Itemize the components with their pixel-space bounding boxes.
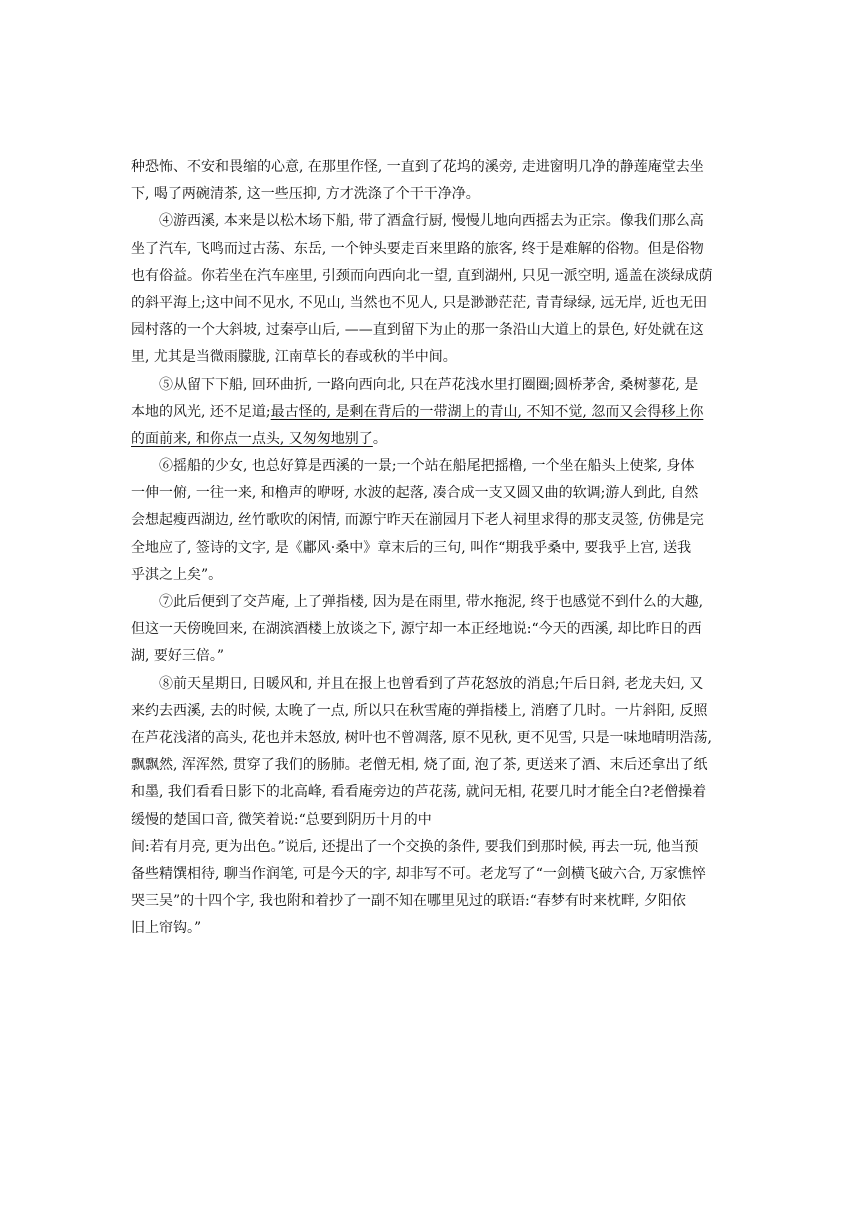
text-line: 在芦花浅渚的高头, 花也并未怒放, 树叶也不曾凋落, 原不见秋, 更不见雪, 只是一味地晴明浩荡, <box>131 729 712 746</box>
text-line: 坐了汽车, 飞鸣而过古荡、东岳, 一个钟头要走百来里路的旅客, 终于是难解的俗物。但是俗物 <box>131 240 704 257</box>
text-line: ⑥摇船的少女, 也总好算是西溪的一景;一个站在船尾把摇橹, 一个坐在船头上使桨, 身体 <box>159 458 695 475</box>
text-line <box>131 426 739 453</box>
text-line: 的斜平海上;这中间不见水, 不见山, 当然也不见人, 只是渺渺茫茫, 青青绿绿, 远无岸, 近也无田 <box>131 294 708 311</box>
text-line: 一伸一俯, 一往一来, 和橹声的咿呀, 水波的起落, 凑合成一支又圆又曲的软调;游人到此, 自然 <box>131 485 699 502</box>
plain-text: 。 <box>372 430 387 447</box>
text-line: ⑧前天星期日, 日暖风和, 并且在报上也曾看到了芦花怒放的消息;午后日斜, 老龙夫妇, 又 <box>159 675 704 692</box>
text-line: 种恐怖、不安和畏缩的心意, 在那里作怪, 一直到了花坞的溪旁, 走进窗明几净的静莲庵堂去坐 <box>131 159 704 175</box>
text-line: 也有俗益。你若坐在汽车座里, 引颈而向西向北一望, 直到湖州, 只见一派空明, 遥盖在淡绿成荫 <box>131 267 713 284</box>
text-line: 会想起瘦西湖边, 丝竹歌吹的闲情, 而源宁昨天在湔园月下老人祠里求得的那支灵签, 仿佛是完 <box>131 512 704 529</box>
paragraph-7 <box>131 589 739 671</box>
text-line: 旧上帘钩。” <box>131 920 202 937</box>
text-line <box>131 399 739 426</box>
text-line: 缓慢的楚国口音, 微笑着说:“总要到阴历十月的中 <box>131 811 432 828</box>
text-line: 园村落的一个大斜坡, 过秦亭山后, ——直到留下为止的那一条沿山大道上的景色, 好处就在这 <box>131 322 704 339</box>
underlined-sentence: 的面前来, 和你点一点头, 又匆匆地别了 <box>131 430 373 447</box>
paragraph-4 <box>131 208 739 371</box>
text-line: 来约去西溪, 去的时候, 太晚了一点, 所以只在秋雪庵的弹指楼上, 消磨了几时。一片斜阳, 反照 <box>131 702 708 719</box>
text-line: 间:若有月亮, 更为出色。”说后, 还提出了一个交换的条件, 要我们到那时候, 再去一玩, 他当预 <box>131 838 699 855</box>
text-line: 湖, 要好三倍。” <box>131 648 225 665</box>
text-line: 飘飘然, 浑浑然, 贯穿了我们的肠肺。老僧无相, 烧了面, 泡了茶, 更送来了酒、末后还拿出了纸 <box>131 757 708 774</box>
text-line: 全地应了, 签诗的文字, 是《鄘风·桑中》章末后的三句, 叫作“期我乎桑中, 要我乎上宫, 送我 <box>131 539 692 556</box>
text-line: 备些精馔相待, 聊当作润笔, 可是今天的字, 却非写不可。老龙写了“一剑横飞破六合, 万家憔悴 <box>131 865 706 882</box>
text-line: 乎淇之上矣”。 <box>131 566 223 583</box>
plain-text: 本地的风光, 还不足道; <box>131 403 271 420</box>
essay-text <box>131 154 739 942</box>
text-line: ⑤从留下下船, 回环曲折, 一路向西向北, 只在芦花浅水里打圈圈;圆桥茅舍, 桑树蓼花, 是 <box>159 376 699 393</box>
text-line: 和墨, 我们看看日影下的北高峰, 看看庵旁边的芦花荡, 就问无相, 花要几时才能全白?老僧操着 <box>131 784 707 801</box>
text-line: 里, 尤其是当微雨朦胧, 江南草长的春或秋的半中间。 <box>131 349 457 366</box>
underlined-sentence: 最古怪的, 是剩在背后的一带湖上的青山, 不知不觉, 忽而又会得移上你 <box>270 403 704 420</box>
text-line: 下, 喝了两碗清茶, 这一些压抑, 方才洗涤了个干干净净。 <box>131 186 480 203</box>
paragraph-5 <box>131 372 739 454</box>
text-line: 哭三吴”的十四个字, 我也附和着抄了一副不知在哪里见过的联语:“春梦有时来枕畔, 夕阳依 <box>131 893 686 910</box>
paragraph-8 <box>131 671 739 943</box>
text-line: ④游西溪, 本来是以松木场下船, 带了酒盒行厨, 慢慢儿地向西摇去为正宗。像我们那么高 <box>159 213 704 230</box>
paragraph-continuation <box>131 154 739 208</box>
paragraph-6 <box>131 453 739 589</box>
text-line: 但这一天傍晚回来, 在湖滨酒楼上放谈之下, 源宁却一本正经地说:“今天的西溪, 却比昨日的西 <box>131 621 702 638</box>
text-line: ⑦此后便到了交芦庵, 上了弹指楼, 因为是在雨里, 带水拖泥, 终于也感觉不到什么的大趣, <box>159 594 704 610</box>
